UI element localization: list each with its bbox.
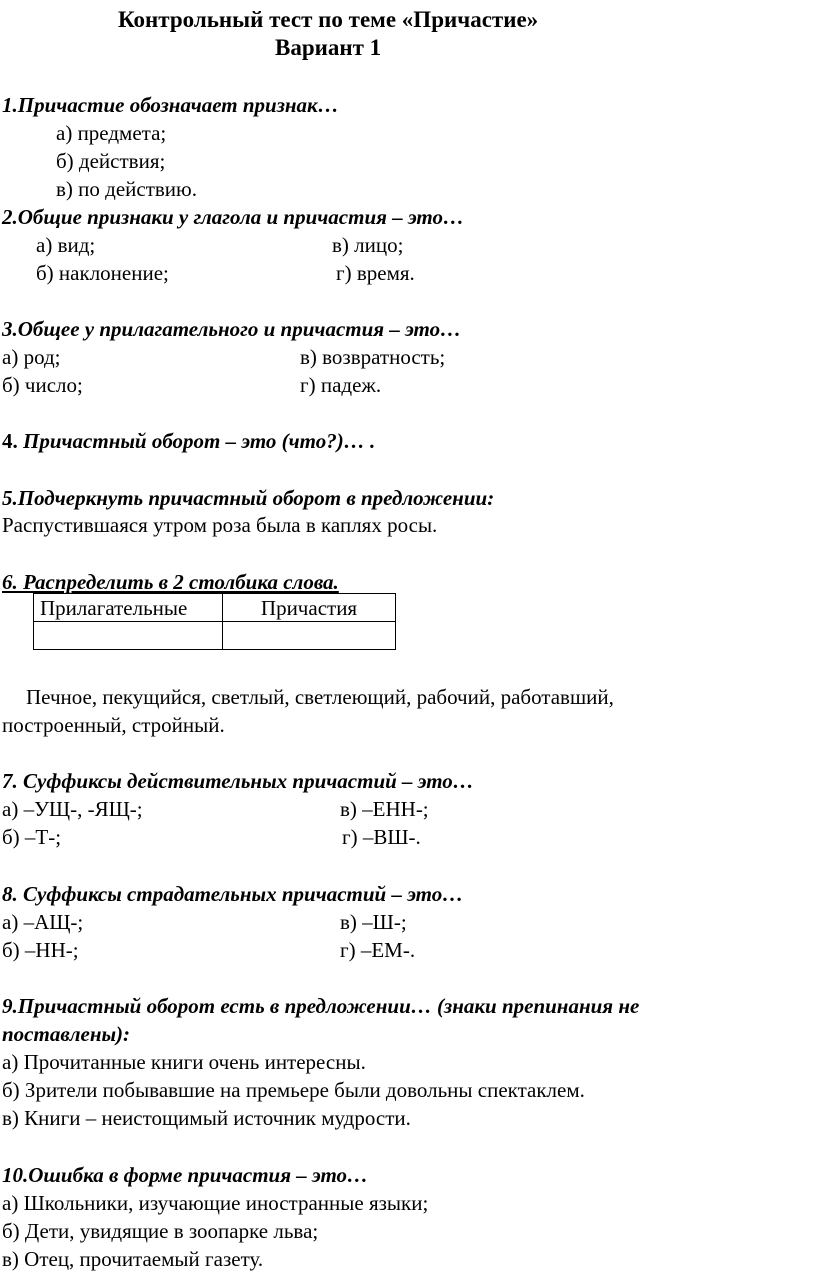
question-9-line-2: поставлены): [2,1022,131,1046]
q3-option-a: а) род; [2,345,61,369]
variant-label: Вариант 1 [275,35,382,60]
q10-option-c: в) Отец, прочитаемый газету. [2,1247,264,1271]
q10-option-b: б) Дети, увидящие в зоопарке льва; [2,1219,319,1243]
q7-option-d: г) –ВШ-. [342,825,421,849]
sorting-table [33,593,396,650]
page-title: Контрольный тест по теме «Причастие» [118,7,539,32]
q2-option-b: б) наклонение; [36,261,169,285]
q4-text: Причастный оборот – это (что?)… . [23,429,376,453]
question-5: 5.Подчеркнуть причастный оборот в предложении: [2,486,495,510]
q1-option-b: б) действия; [56,149,166,173]
q8-option-a: а) –АЩ-; [2,910,84,934]
q8-option-b: б) –НН-; [2,938,79,962]
question-1: 1.Причастие обозначает признак… [2,93,339,117]
q1-option-a: а) предмета; [56,121,167,145]
q6-words-line-2: построенный, стройный. [2,713,225,737]
q7-option-a: а) –УЩ-, -ЯЩ-; [2,797,143,821]
question-3: 3.Общее у прилагательного и причастия – это… [2,317,462,341]
question-2: 2.Общие признаки у глагола и причастия – это… [2,205,464,229]
q2-option-a: а) вид; [36,233,96,257]
q6-words-line-1: Печное, пекущийся, светлый, светлеющий, рабочий, работавший, [26,685,614,709]
table-header-adjectives: Прилагательные [34,594,223,622]
table-cell-participles[interactable] [223,622,396,650]
q5-sentence: Распустившаяся утром роза была в каплях росы. [2,513,438,537]
q2-option-d: г) время. [336,261,415,285]
q9-option-a: а) Прочитанные книги очень интересны. [2,1050,366,1074]
question-6: 6. Распределить в 2 столбика слова. [2,570,339,594]
table-header-participles: Причастия [223,594,396,622]
question-10: 10.Ошибка в форме причастия – это… [2,1163,369,1187]
table-empty-row [34,622,396,650]
q9-option-c: в) Книги – неистощимый источник мудрости. [2,1106,411,1130]
q3-option-c: в) возвратность; [300,345,446,369]
q8-option-d: г) –ЕМ-. [340,938,416,962]
q4-number: 4. [2,429,18,453]
q8-option-c: в) –Ш-; [340,910,407,934]
question-7: 7. Суффиксы действительных причастий – это… [2,769,474,793]
q3-option-b: б) число; [2,373,83,397]
question-9-line-1: 9.Причастный оборот есть в предложении… (знаки препинания не [2,994,640,1018]
table-header-row [34,594,396,622]
q10-option-a: а) Школьники, изучающие иностранные языки; [2,1191,429,1215]
q7-option-b: б) –Т-; [2,825,62,849]
question-4 [2,428,375,454]
q7-option-c: в) –ЕНН-; [340,797,429,821]
q9-option-b: б) Зрители побывавшие на премьере были довольны спектаклем. [2,1078,585,1102]
table-cell-adjectives[interactable] [34,622,223,650]
question-8: 8. Суффиксы страдательных причастий – это… [2,882,464,906]
q3-option-d: г) падеж. [300,373,382,397]
q2-option-c: в) лицо; [332,233,404,257]
q1-option-c: в) по действию. [56,177,197,201]
